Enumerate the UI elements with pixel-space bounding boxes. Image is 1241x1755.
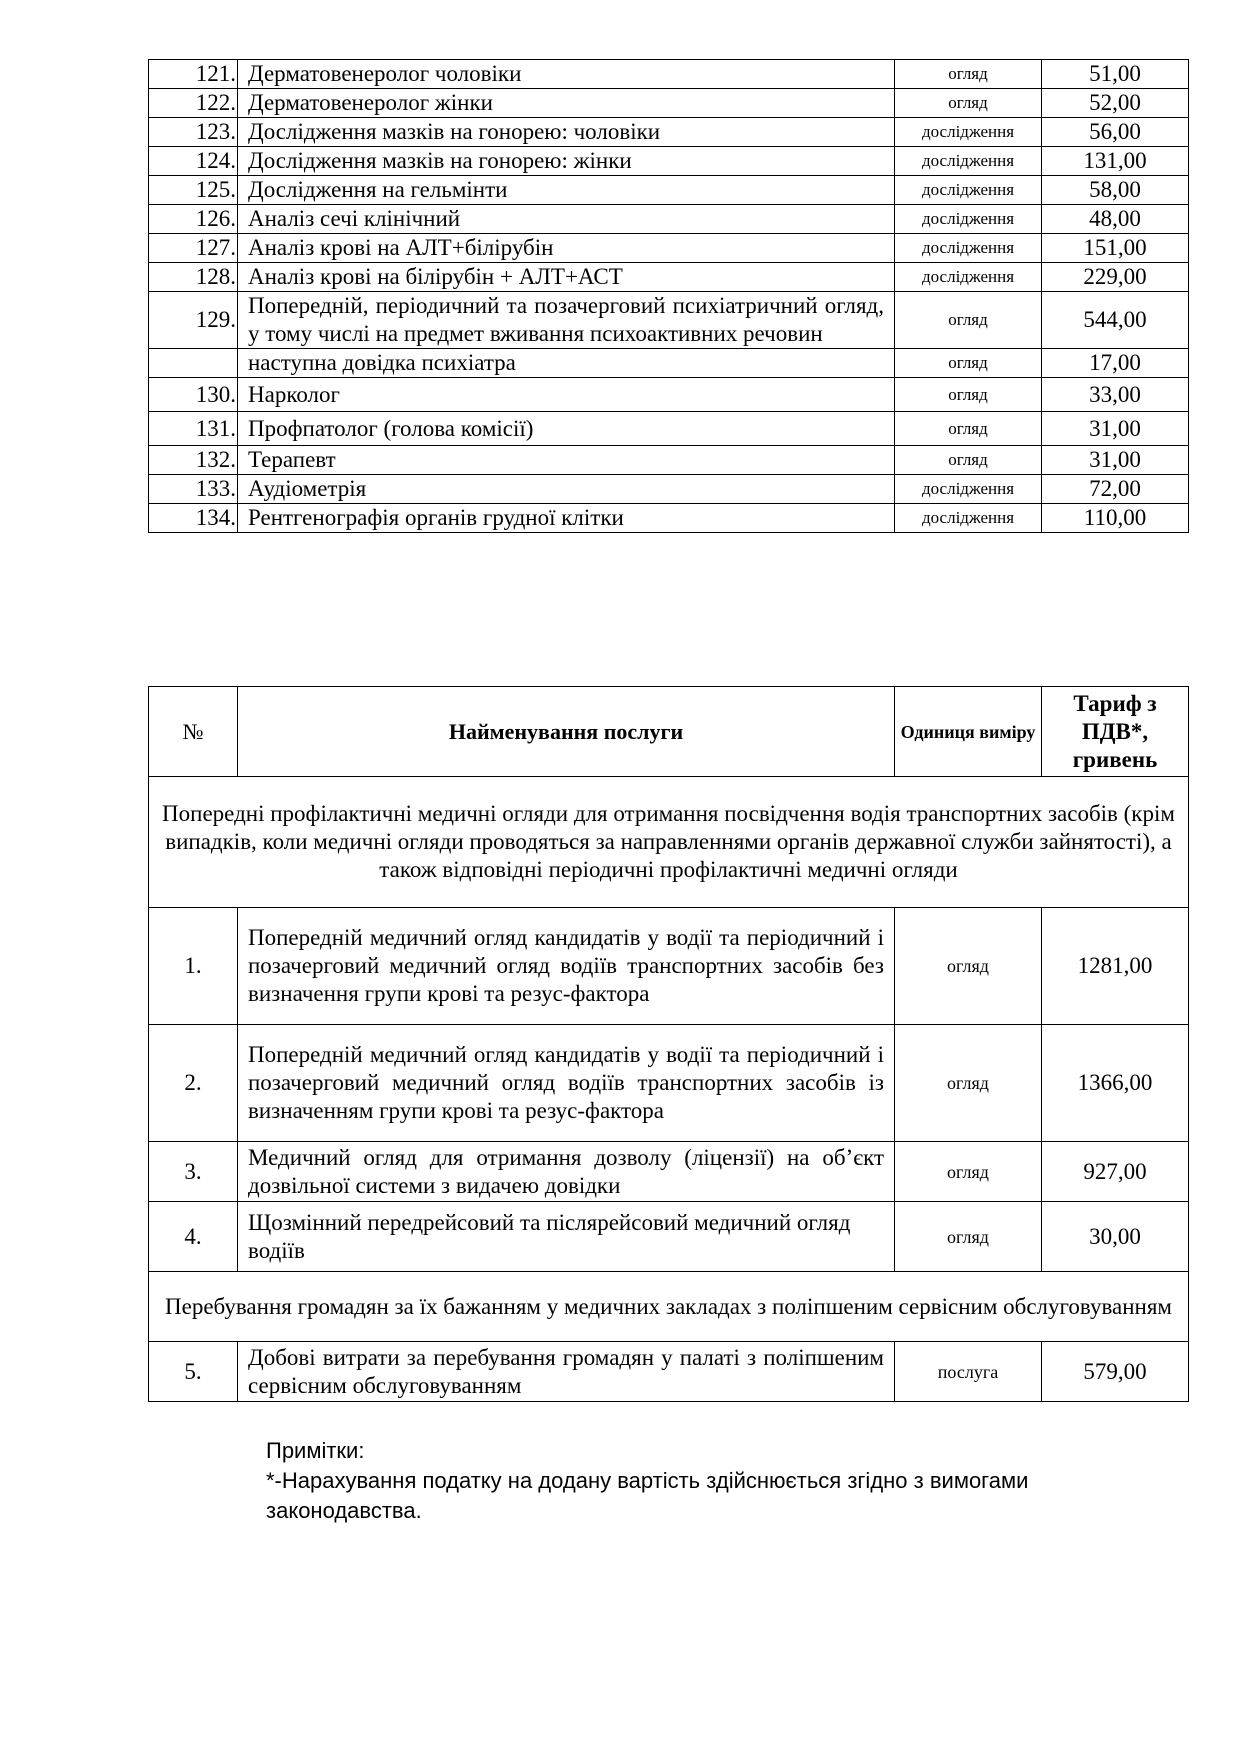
table-row <box>149 446 1189 475</box>
service-name: наступна довідка психіатра <box>238 349 895 378</box>
column-header-service-name: Найменування послуги <box>238 687 895 777</box>
row-number: 2. <box>149 1025 238 1142</box>
unit-of-measure: огляд <box>895 378 1042 412</box>
unit-of-measure: огляд <box>895 349 1042 378</box>
service-name: Рентгенографія органів грудної клітки <box>238 504 895 533</box>
row-number: 128. <box>149 263 238 292</box>
tariff: 31,00 <box>1042 412 1189 446</box>
tariff: 72,00 <box>1042 475 1189 504</box>
tariff: 58,00 <box>1042 176 1189 205</box>
table-row <box>149 504 1189 533</box>
service-name: Медичний огляд для отримання дозволу (ліцензії) на об’єкт дозвільної системи з видачею довідки <box>238 1142 895 1202</box>
table-header <box>149 687 1189 777</box>
column-header-unit: Одиниця виміру <box>895 687 1042 777</box>
service-name: Профпатолог (голова комісії) <box>238 412 895 446</box>
row-number: 3. <box>149 1142 238 1202</box>
table-row <box>149 378 1189 412</box>
table-row <box>149 118 1189 147</box>
table-row <box>149 292 1189 349</box>
table-row <box>149 234 1189 263</box>
column-header-tariff: Тариф з ПДВ*, гривень <box>1042 687 1189 777</box>
notes-text: *-Нарахування податку на додану вартість здійснюється згідно з вимогами законодавства. <box>266 1468 1029 1523</box>
unit-of-measure: дослідження <box>895 176 1042 205</box>
unit-of-measure: дослідження <box>895 475 1042 504</box>
table-row <box>149 908 1189 1025</box>
tariff: 17,00 <box>1042 349 1189 378</box>
services-table-body <box>149 60 1189 533</box>
unit-of-measure: огляд <box>895 292 1042 349</box>
unit-of-measure: дослідження <box>895 234 1042 263</box>
unit-of-measure: огляд <box>895 1025 1042 1142</box>
tariff: 229,00 <box>1042 263 1189 292</box>
row-number: 4. <box>149 1202 238 1272</box>
row-number: 132. <box>149 446 238 475</box>
tariff: 30,00 <box>1042 1202 1189 1272</box>
table-row <box>149 60 1189 89</box>
unit-of-measure: огляд <box>895 60 1042 89</box>
service-name: Щозмінний передрейсовий та післярейсовий медичний огляд водіїв <box>238 1202 895 1272</box>
header-row <box>149 687 1189 777</box>
section-row <box>149 1272 1189 1342</box>
service-name: Нарколог <box>238 378 895 412</box>
service-name: Дерматовенеролог жінки <box>238 89 895 118</box>
unit-of-measure: огляд <box>895 446 1042 475</box>
service-name: Попередній медичний огляд кандидатів у водії та періодичний і позачерговий медичний огляд водіїв транспортних засобів із визначенням групи крові та резус-фактора <box>238 1025 895 1142</box>
notes <box>266 1436 1166 1526</box>
table-row <box>149 1025 1189 1142</box>
row-number: 130. <box>149 378 238 412</box>
tariff: 579,00 <box>1042 1342 1189 1402</box>
table-row <box>149 475 1189 504</box>
row-number: 121. <box>149 60 238 89</box>
unit-of-measure: огляд <box>895 908 1042 1025</box>
unit-of-measure: дослідження <box>895 263 1042 292</box>
tariff: 51,00 <box>1042 60 1189 89</box>
unit-of-measure: послуга <box>895 1342 1042 1402</box>
service-name: Аналіз сечі клінічний <box>238 205 895 234</box>
section-heading: Перебування громадян за їх бажанням у медичних закладах з поліпшеним сервісним обслуговуванням <box>149 1272 1189 1342</box>
unit-of-measure: огляд <box>895 89 1042 118</box>
service-name: Попередній, періодичний та позачерговий психіатричний огляд, у тому числі на предмет вживання психоактивних речовин <box>238 292 895 349</box>
unit-of-measure: дослідження <box>895 504 1042 533</box>
table-row <box>149 412 1189 446</box>
row-number: 126. <box>149 205 238 234</box>
service-name: Дослідження мазків на гонорею: чоловіки <box>238 118 895 147</box>
service-name: Дерматовенеролог чоловіки <box>238 60 895 89</box>
table-row <box>149 176 1189 205</box>
tariff: 48,00 <box>1042 205 1189 234</box>
tariff: 544,00 <box>1042 292 1189 349</box>
tariff: 33,00 <box>1042 378 1189 412</box>
row-number: 124. <box>149 147 238 176</box>
table-row <box>149 147 1189 176</box>
service-name: Добові витрати за перебування громадян у палаті з поліпшеним сервісним обслуговуванням <box>238 1342 895 1402</box>
tariff: 56,00 <box>1042 118 1189 147</box>
unit-of-measure: дослідження <box>895 205 1042 234</box>
row-number <box>149 349 238 378</box>
table-row <box>149 205 1189 234</box>
services-table-continued <box>148 59 1189 533</box>
section-heading: Попередні профілактичні медичні огляди для отримання посвідчення водія транспортних засобів (крім випадків, коли медичні огляди проводяться за направленнями органів державної служби зайнятості), а також відповідні періодичні профілактичні медичні огляди <box>149 777 1189 908</box>
table-row <box>149 1342 1189 1402</box>
table-row <box>149 1202 1189 1272</box>
row-number: 131. <box>149 412 238 446</box>
unit-of-measure: огляд <box>895 412 1042 446</box>
row-number: 122. <box>149 89 238 118</box>
service-name: Дослідження мазків на гонорею: жінки <box>238 147 895 176</box>
notes-title: Примітки: <box>266 1438 365 1463</box>
service-name: Аналіз крові на АЛТ+білірубін <box>238 234 895 263</box>
row-number: 5. <box>149 1342 238 1402</box>
service-name: Аналіз крові на білірубін + АЛТ+АСТ <box>238 263 895 292</box>
service-name: Попередній медичний огляд кандидатів у водії та періодичний і позачерговий медичний огляд водіїв транспортних засобів без визначення групи крові та резус-фактора <box>238 908 895 1025</box>
service-name: Терапевт <box>238 446 895 475</box>
service-name: Аудіометрія <box>238 475 895 504</box>
table-row <box>149 263 1189 292</box>
tariff: 151,00 <box>1042 234 1189 263</box>
unit-of-measure: дослідження <box>895 118 1042 147</box>
table-row <box>149 89 1189 118</box>
row-number: 123. <box>149 118 238 147</box>
table-body <box>149 777 1189 1402</box>
tariff: 1366,00 <box>1042 1025 1189 1142</box>
tariff: 131,00 <box>1042 147 1189 176</box>
tariff: 52,00 <box>1042 89 1189 118</box>
table-row <box>149 349 1189 378</box>
section-row <box>149 777 1189 908</box>
tariff: 1281,00 <box>1042 908 1189 1025</box>
row-number: 125. <box>149 176 238 205</box>
driver-medical-services-table <box>148 686 1189 1402</box>
row-number: 133. <box>149 475 238 504</box>
row-number: 134. <box>149 504 238 533</box>
row-number: 1. <box>149 908 238 1025</box>
unit-of-measure: огляд <box>895 1202 1042 1272</box>
tariff: 927,00 <box>1042 1142 1189 1202</box>
tariff: 110,00 <box>1042 504 1189 533</box>
tariff: 31,00 <box>1042 446 1189 475</box>
unit-of-measure: дослідження <box>895 147 1042 176</box>
unit-of-measure: огляд <box>895 1142 1042 1202</box>
row-number: 127. <box>149 234 238 263</box>
row-number: 129. <box>149 292 238 349</box>
service-name: Дослідження на гельмінти <box>238 176 895 205</box>
table-row <box>149 1142 1189 1202</box>
column-header-number: № <box>149 687 238 777</box>
